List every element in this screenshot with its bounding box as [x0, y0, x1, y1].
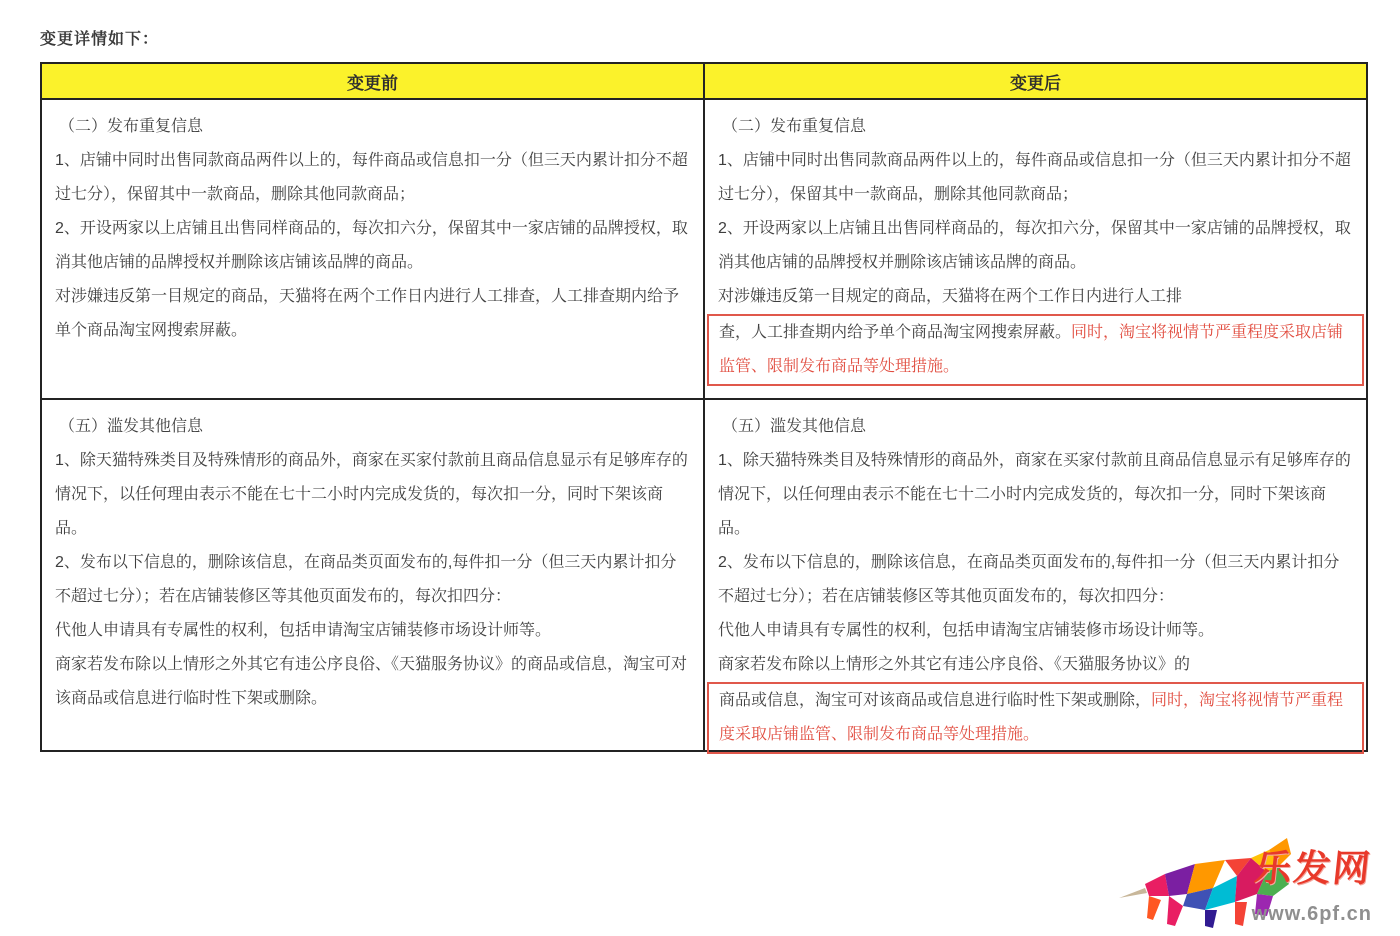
rule-paragraph: 1、除天猫特殊类目及特殊情形的商品外，商家在买家付款前且商品信息显示有足够库存的情况下，以任何理由表示不能在七十二小时内完成发货的，每次扣一分，同时下架该商品。: [718, 452, 1351, 537]
new-rule-text: 同时，淘宝将视情节严重程度采取店铺监管、限制发布商品等处理措施。: [719, 692, 1344, 743]
cell-after-section2: [704, 99, 1367, 399]
site-watermark: [1117, 834, 1372, 934]
rule-paragraph: 2、发布以下信息的，删除该信息，在商品类页面发布的,每件扣一分（但三天内累计扣分不超过七分）；若在店铺装修区等其他页面发布的，每次扣四分：: [55, 554, 677, 605]
change-compare-table: [40, 62, 1368, 752]
rule-paragraph: 2、发布以下信息的，删除该信息，在商品类页面发布的,每件扣一分（但三天内累计扣分不超过七分）；若在店铺装修区等其他页面发布的，每次扣四分：: [718, 554, 1340, 605]
rule-paragraph: 2、开设两家以上店铺且出售同样商品的，每次扣六分，保留其中一家店铺的品牌授权，取消其他店铺的品牌授权并删除该店铺该品牌的商品。: [718, 220, 1351, 271]
section-heading: （二）发布重复信息: [59, 118, 204, 135]
watermark-site-name: 乐发网: [1252, 848, 1374, 889]
rule-paragraph: 1、店铺中同时出售同款商品两件以上的，每件商品或信息扣一分（但三天内累计扣分不超过七分），保留其中一款商品，删除其他同款商品；: [55, 152, 688, 203]
highlight-box: [707, 314, 1364, 386]
rule-paragraph: 对涉嫌违反第一目规定的商品，天猫将在两个工作日内进行人工排: [718, 288, 1183, 305]
section-heading: （五）滥发其他信息: [59, 418, 204, 435]
rule-text-continued: 查，人工排查期内给予单个商品淘宝网搜索屏蔽。: [719, 324, 1072, 341]
table-row: [41, 399, 1367, 751]
rule-paragraph: 2、开设两家以上店铺且出售同样商品的，每次扣六分，保留其中一家店铺的品牌授权，取消其他店铺的品牌授权并删除该店铺该品牌的商品。: [55, 220, 688, 271]
rule-paragraph: 1、除天猫特殊类目及特殊情形的商品外，商家在买家付款前且商品信息显示有足够库存的情况下，以任何理由表示不能在七十二小时内完成发货的，每次扣一分，同时下架该商品。: [55, 452, 688, 537]
new-rule-text: 同时，淘宝将视情节严重程度采取店铺监管、限制发布商品等处理措施。: [719, 324, 1344, 375]
watermark-site-url: www.6pf.cn: [1251, 903, 1372, 925]
rule-paragraph: 1、店铺中同时出售同款商品两件以上的，每件商品或信息扣一分（但三天内累计扣分不超过七分），保留其中一款商品，删除其他同款商品；: [718, 152, 1351, 203]
rule-paragraph: 代他人申请具有专属性的权利，包括申请淘宝店铺装修市场设计师等。: [55, 622, 552, 639]
cell-before-section5: [41, 399, 704, 751]
section-heading: （二）发布重复信息: [722, 118, 867, 135]
rule-paragraph: 商家若发布除以上情形之外其它有违公序良俗、《天猫服务协议》的商品或信息，淘宝可对该商品或信息进行临时性下架或删除。: [55, 656, 688, 707]
cell-before-section2: [41, 99, 704, 399]
rule-text-continued: 商品或信息，淘宝可对该商品或信息进行临时性下架或删除，: [719, 692, 1152, 709]
rule-paragraph: 对涉嫌违反第一目规定的商品，天猫将在两个工作日内进行人工排查，人工排查期内给予单个商品淘宝网搜索屏蔽。: [55, 288, 680, 339]
table-row: [41, 99, 1367, 399]
highlight-box: [707, 682, 1364, 754]
table-header-row: [41, 63, 1367, 99]
rule-paragraph: 商家若发布除以上情形之外其它有违公序良俗、《天猫服务协议》的: [718, 656, 1191, 673]
column-header-before: 变更前: [41, 63, 704, 99]
cell-after-section5: [704, 399, 1367, 751]
rule-paragraph: 代他人申请具有专属性的权利，包括申请淘宝店铺装修市场设计师等。: [718, 622, 1215, 639]
page-title: 变更详情如下：: [40, 31, 160, 48]
section-heading: （五）滥发其他信息: [722, 418, 867, 435]
column-header-after: 变更后: [704, 63, 1367, 99]
